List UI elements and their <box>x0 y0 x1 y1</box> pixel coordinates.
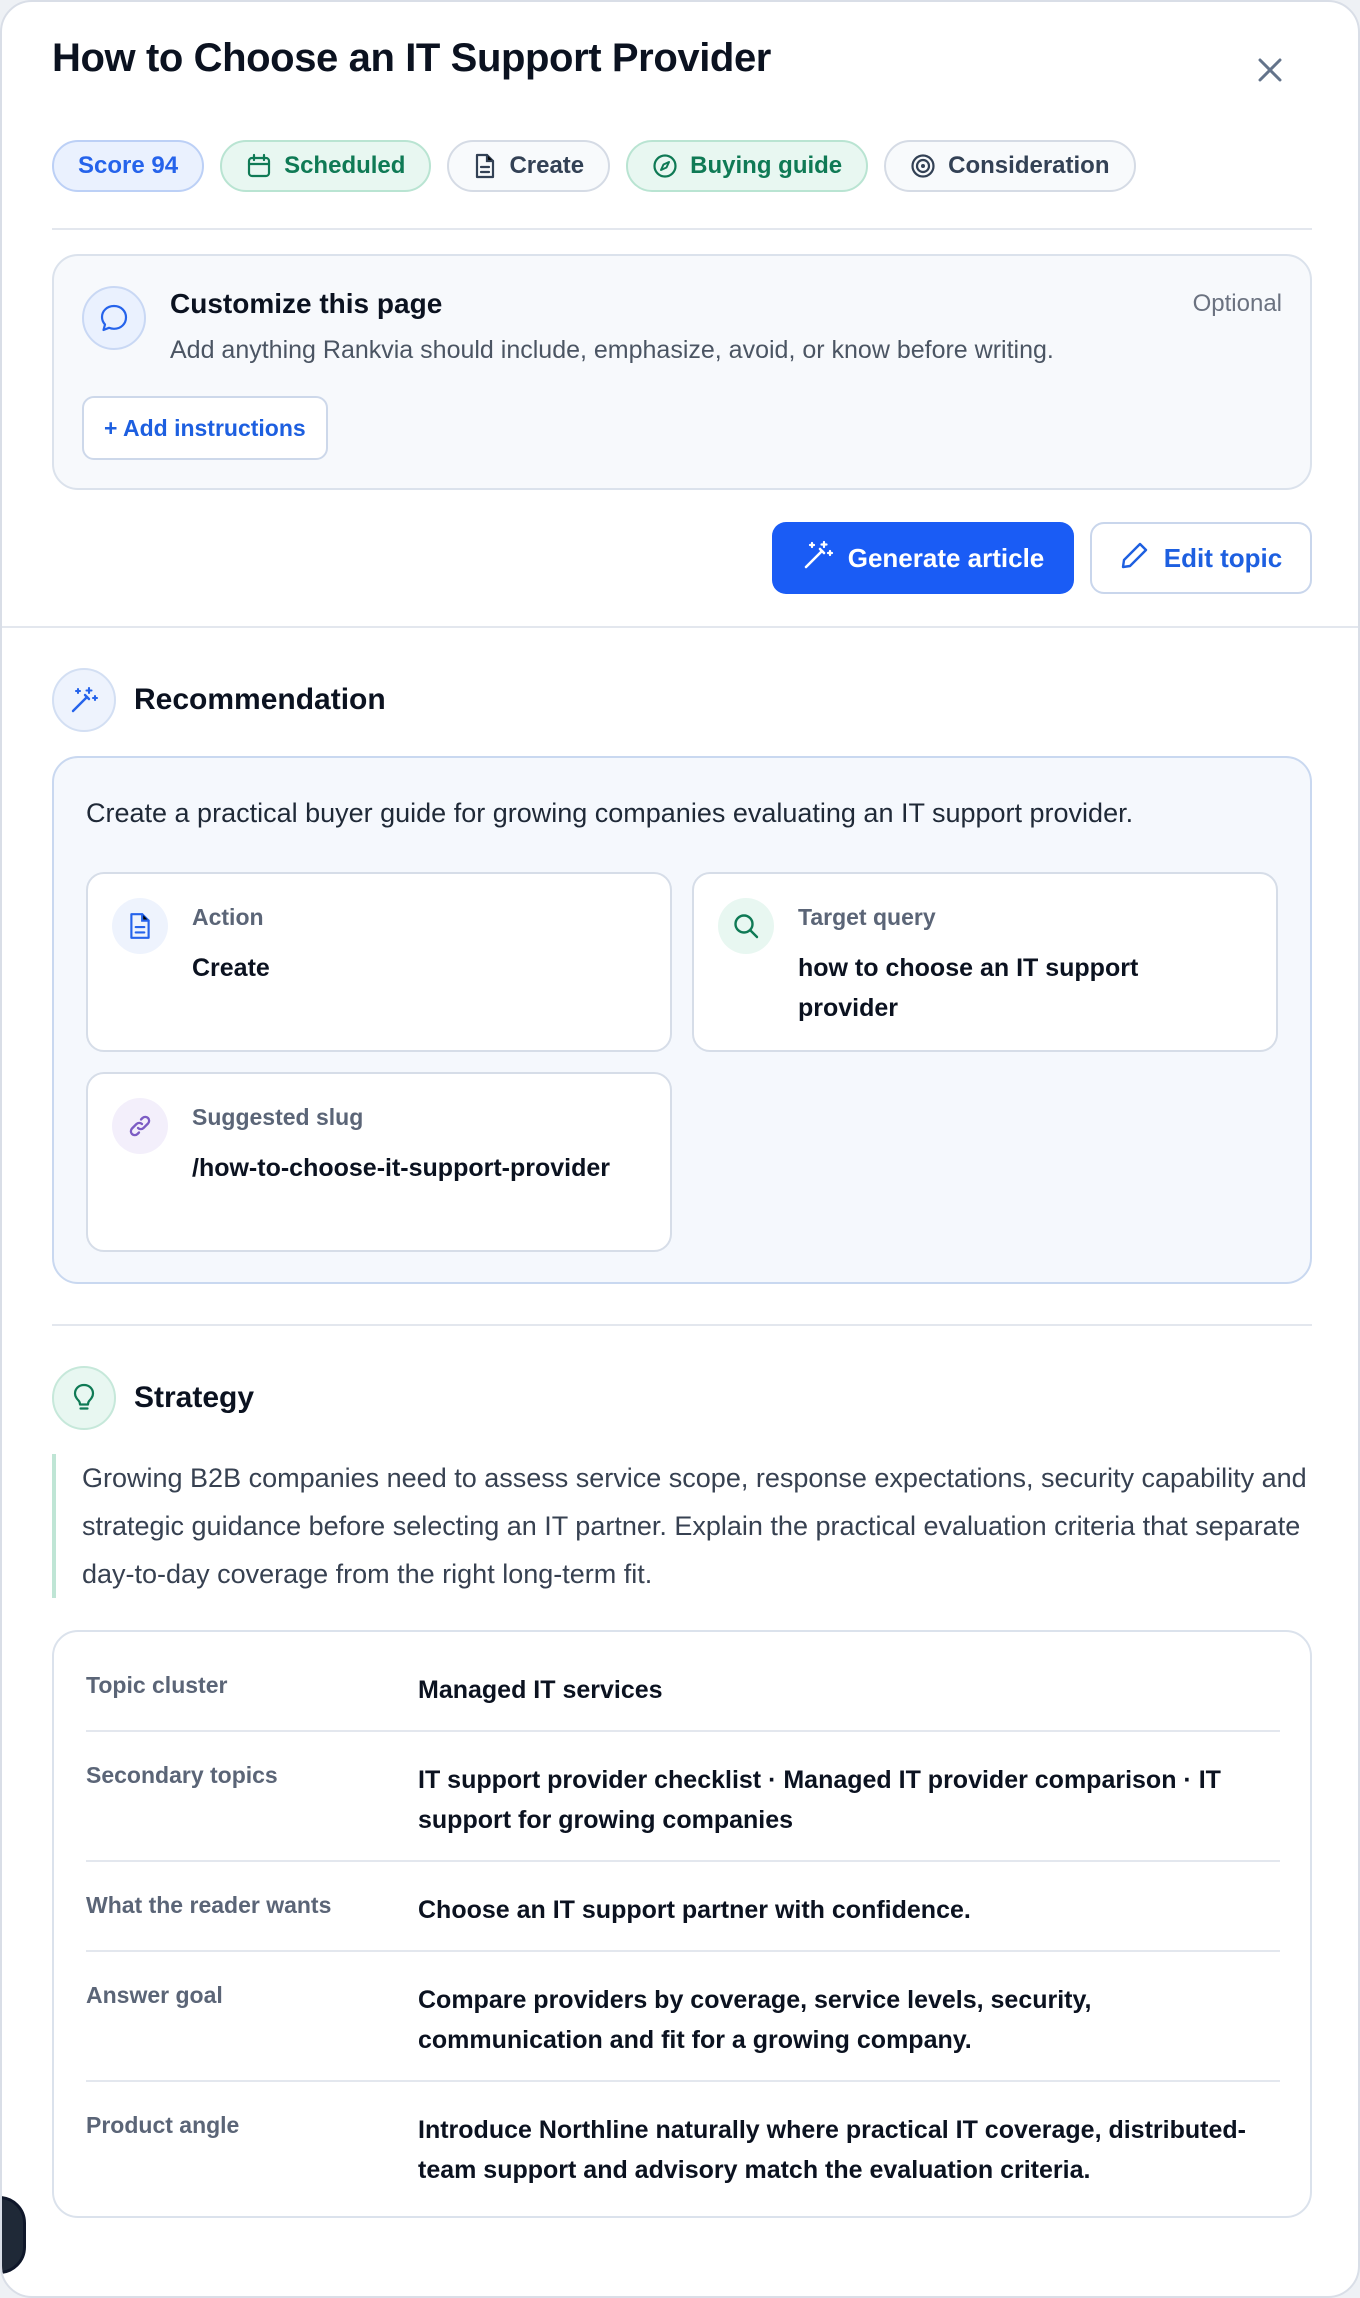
row-divider <box>86 2080 1280 2082</box>
target-query-value: how to choose an IT support provider <box>798 954 1139 1022</box>
scheduled-label: Scheduled <box>284 152 406 179</box>
score-label: Score 94 <box>78 152 179 179</box>
consideration-label: Consideration <box>948 152 1110 179</box>
calendar-icon <box>246 153 272 179</box>
row-key: Answer goal <box>86 1982 223 2008</box>
divider <box>52 1324 1312 1326</box>
generate-article-label: Generate article <box>847 542 1045 573</box>
edit-topic-button[interactable] <box>1090 522 1312 594</box>
document-icon <box>112 898 168 954</box>
compass-icon <box>652 153 678 179</box>
strategy-title: Strategy <box>134 1381 255 1414</box>
score-badge <box>52 140 204 192</box>
link-icon <box>112 1098 168 1154</box>
optional-label: Optional <box>1192 290 1282 317</box>
lightbulb-icon <box>52 1366 116 1430</box>
row-divider <box>86 1730 1280 1732</box>
slug-card <box>86 1072 672 1252</box>
target-query-card <box>692 872 1278 1052</box>
edit-topic-label: Edit topic <box>1163 542 1283 573</box>
buying-guide-label: Buying guide <box>690 152 843 179</box>
topic-chips <box>52 140 1136 192</box>
chat-bubble-icon <box>82 286 146 350</box>
search-icon <box>718 898 774 954</box>
customize-subtitle: Add anything Rankvia should include, emphasize, avoid, or know before writing. <box>170 336 1054 364</box>
divider <box>52 228 1312 230</box>
floating-help-button[interactable] <box>0 2196 26 2274</box>
row-key: Secondary topics <box>86 1762 278 1788</box>
action-label: Action <box>192 904 264 930</box>
target-query-label: Target query <box>798 904 936 930</box>
row-value: IT support provider checklist · Managed IT provider comparison · IT support for growing companies <box>418 1766 1221 1834</box>
row-value: Compare providers by coverage, service levels, security, communication and fit for a growing company. <box>418 1986 1092 2054</box>
slug-label: Suggested slug <box>192 1104 364 1130</box>
document-icon <box>473 153 497 179</box>
strategy-summary: Growing B2B companies need to assess service scope, response expectations, security capability and strategic guidance before selecting an IT partner. Explain the practical evaluation criteria that separate day-to-day coverage from the right long-term fit. <box>52 1454 1312 1598</box>
magic-wand-icon <box>802 539 834 578</box>
page-title: How to Choose an IT Support Provider <box>52 36 771 80</box>
row-value: Choose an IT support partner with confidence. <box>418 1896 971 1924</box>
scheduled-badge <box>220 140 431 192</box>
row-key: Topic cluster <box>86 1672 228 1698</box>
row-divider <box>86 1950 1280 1952</box>
customize-card <box>52 254 1312 490</box>
recommendation-header <box>52 668 386 732</box>
add-instructions-button[interactable]: + Add instructions <box>82 396 328 460</box>
create-badge <box>447 140 610 192</box>
section-divider <box>2 626 1358 628</box>
row-value: Introduce Northline naturally where practical IT coverage, distributed-team support and advisory match the evaluation criteria. <box>418 2116 1246 2184</box>
generate-article-button[interactable] <box>772 522 1074 594</box>
strategy-header <box>52 1366 254 1430</box>
row-divider <box>86 1860 1280 1862</box>
close-icon[interactable] <box>1252 52 1288 88</box>
row-value: Managed IT services <box>418 1676 663 1704</box>
target-icon <box>910 153 936 179</box>
recommendation-title: Recommendation <box>134 683 386 716</box>
customize-title: Customize this page <box>170 288 443 319</box>
pencil-icon <box>1120 540 1150 577</box>
create-label: Create <box>509 152 585 179</box>
row-key: Product angle <box>86 2112 240 2138</box>
action-card <box>86 872 672 1052</box>
buying-guide-badge <box>626 140 868 192</box>
slug-value: /how-to-choose-it-support-provider <box>192 1154 611 1182</box>
row-key: What the reader wants <box>86 1892 332 1918</box>
recommendation-lead: Create a practical buyer guide for growing companies evaluating an IT support provider. <box>86 798 1134 828</box>
magic-wand-icon <box>52 668 116 732</box>
strategy-table <box>52 1630 1312 2218</box>
recommendation-card <box>52 756 1312 1284</box>
consideration-badge <box>884 140 1135 192</box>
action-value: Create <box>192 954 270 982</box>
